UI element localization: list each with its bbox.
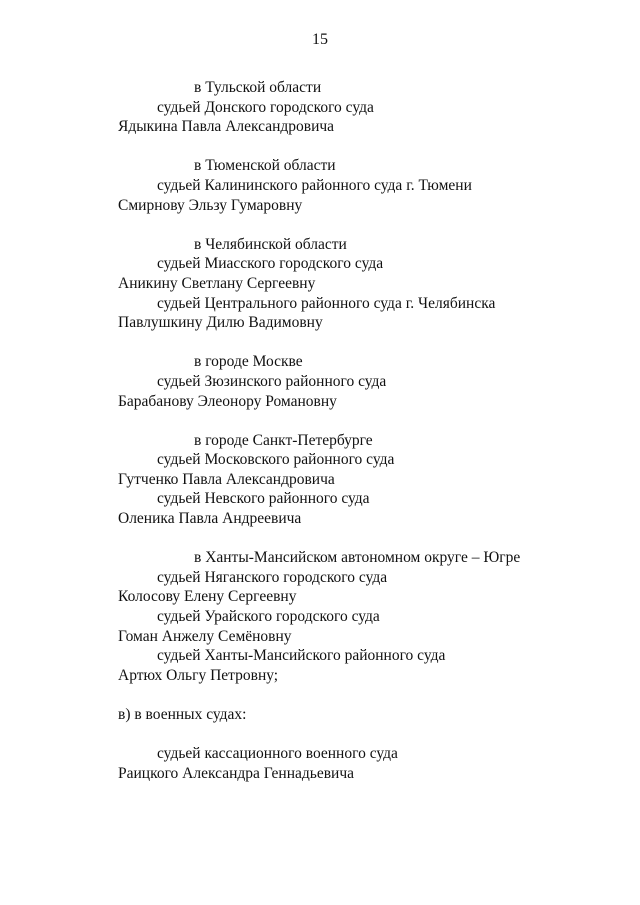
judge-name: Барабанову Элеонору Романовну xyxy=(118,392,337,410)
court-position: судьей Зюзинского районного суда xyxy=(157,372,387,390)
judge-name: Гоман Анжелу Семёновну xyxy=(118,627,292,645)
document-body xyxy=(118,78,618,783)
region-heading: в Челябинской области xyxy=(194,235,347,253)
court-position: судьей Няганского городского суда xyxy=(157,568,388,586)
page-number: 15 xyxy=(312,31,328,48)
court-position: судьей Донского городского суда xyxy=(157,98,374,116)
court-position: судьей Ханты-Мансийского районного суда xyxy=(157,647,446,665)
court-position: судьей Урайского городского суда xyxy=(157,608,380,626)
court-position: судьей Невского районного суда xyxy=(157,490,370,508)
court-position: судьей Центрального районного суда г. Челябинска xyxy=(157,294,496,312)
judge-name: Ядыкина Павла Александровича xyxy=(118,118,335,136)
region-heading: в Тульской области xyxy=(194,79,322,96)
region-heading: в Тюменской области xyxy=(194,157,336,175)
judge-name: Аникину Светлану Сергеевну xyxy=(118,274,316,292)
court-position: судьей кассационного военного суда xyxy=(157,745,398,763)
court-position: судьей Миасского городского суда xyxy=(157,255,384,273)
court-position: судьей Калининского районного суда г. Тюмени xyxy=(157,176,472,194)
judge-name: Павлушкину Дилю Вадимовну xyxy=(118,314,323,332)
region-heading: в городе Санкт-Петербурге xyxy=(194,431,373,449)
judge-name: Оленика Павла Андреевича xyxy=(118,510,302,528)
section-heading: в) в военных судах: xyxy=(118,706,247,723)
region-heading: в Ханты-Мансийском автономном округе – Югре xyxy=(194,549,521,567)
judge-name: Раицкого Александра Геннадьевича xyxy=(118,764,355,782)
judge-name: Гутченко Павла Александровича xyxy=(118,470,335,488)
region-heading: в городе Москве xyxy=(194,353,303,371)
judge-name: Смирнову Эльзу Гумаровну xyxy=(118,196,303,214)
court-position: судьей Московского районного суда xyxy=(157,451,395,469)
judge-name: Колосову Елену Сергеевну xyxy=(118,588,297,606)
judge-name: Артюх Ольгу Петровну; xyxy=(118,666,279,684)
